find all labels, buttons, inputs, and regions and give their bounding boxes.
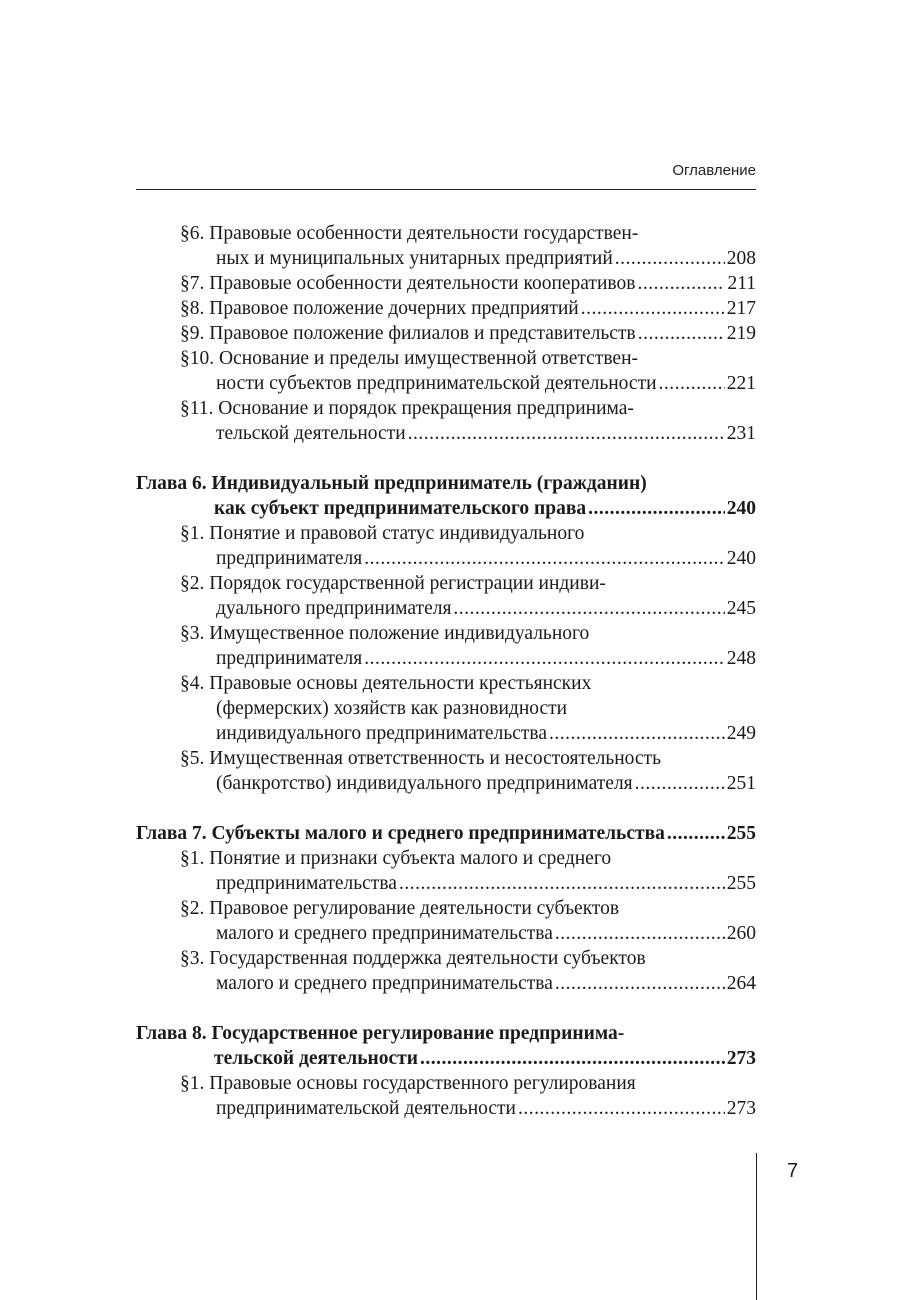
toc-entry-text: Глава 7. Субъекты малого и среднего предпринимательства: [136, 823, 665, 844]
toc-entry-text: индивидуального предпринимательства: [216, 723, 547, 744]
dot-leader: [408, 421, 725, 446]
dot-leader: [588, 496, 725, 521]
toc-entry-text: дуального предпринимателя: [216, 598, 452, 619]
dot-leader: [637, 271, 725, 296]
toc-entry-ch6-s5-line1: §5. Имущественная ответственность и несостоятельность: [180, 748, 661, 769]
dot-leader: [364, 646, 725, 671]
toc-entry-text: предпринимательства: [216, 873, 397, 894]
page-ref: 208: [726, 248, 756, 269]
dot-leader: [549, 721, 725, 746]
toc-entry-text: предпринимателя: [216, 548, 363, 569]
toc-entry-ch7-s3-line1: §3. Государственная поддержка деятельности субъектов: [180, 948, 646, 969]
toc-entry-s10-line2[interactable]: [136, 371, 756, 396]
toc-entry-text: как субъект предпринимательского права: [214, 498, 587, 519]
toc-entry-text: (банкротство) индивидуального предпринимателя: [216, 773, 633, 794]
toc-chapter-6-line1: Глава 6. Индивидуальный предприниматель (гражданин): [136, 473, 647, 494]
page-ref: 264: [726, 973, 756, 994]
toc-entry-s6-line2[interactable]: [136, 246, 756, 271]
dot-leader: [635, 771, 725, 796]
toc-entry-ch6-s2-line1: §2. Порядок государственной регистрации индиви-: [180, 573, 606, 594]
page-ref: 245: [726, 598, 756, 619]
dot-leader: [667, 821, 725, 846]
dot-leader: [420, 1046, 725, 1071]
toc-entry-text: §7. Правовые особенности деятельности кооперативов: [180, 273, 636, 294]
toc-entry-s10-line1: §10. Основание и пределы имущественной ответствен-: [180, 348, 639, 369]
toc-entry-ch6-s4-line3[interactable]: [136, 721, 756, 746]
toc-entry-text: малого и среднего предпринимательства: [216, 923, 553, 944]
toc-entry-s6-line1: §6. Правовые особенности деятельности государствен-: [180, 223, 639, 244]
header-rule: [136, 189, 756, 190]
spacer: [136, 996, 756, 1021]
table-of-contents: [136, 221, 756, 1121]
page-ref: 221: [726, 373, 756, 394]
toc-entry-ch6-s3-line1: §3. Имущественное положение индивидуального: [180, 623, 590, 644]
dot-leader: [453, 596, 724, 621]
toc-entry-ch6-s1-line1: §1. Понятие и правовой статус индивидуального: [180, 523, 585, 544]
toc-entry-s11-line1: §11. Основание и порядок прекращения предпринима-: [180, 398, 634, 419]
toc-entry-text: предпринимателя: [216, 648, 363, 669]
toc-entry-s7[interactable]: [136, 271, 756, 296]
toc-entry-ch6-s1-line2[interactable]: [136, 546, 756, 571]
page-ref: 249: [726, 723, 756, 744]
page-number: 7: [787, 1160, 799, 1182]
toc-entry-ch7-s1-line2[interactable]: [136, 871, 756, 896]
running-title: Оглавление: [672, 162, 756, 179]
page-ref: 211: [727, 273, 756, 294]
dot-leader: [399, 871, 725, 896]
dot-leader: [364, 546, 725, 571]
toc-chapter-7[interactable]: [136, 821, 756, 846]
page-ref: 219: [726, 323, 756, 344]
toc-chapter-8-line1: Глава 8. Государственное регулирование предпринима-: [136, 1023, 625, 1044]
toc-entry-s8[interactable]: [136, 296, 756, 321]
toc-entry-text: малого и среднего предпринимательства: [216, 973, 553, 994]
spacer: [136, 796, 756, 821]
page-ref: 240: [726, 548, 756, 569]
toc-entry-s11-line2[interactable]: [136, 421, 756, 446]
toc-entry-ch8-s1-line2[interactable]: [136, 1096, 756, 1121]
toc-entry-text: ных и муниципальных унитарных предприятий: [216, 248, 613, 269]
toc-entry-text: предпринимательской деятельности: [216, 1098, 516, 1119]
dot-leader: [555, 971, 725, 996]
toc-chapter-8-line2[interactable]: [136, 1046, 756, 1071]
page-ref: 260: [726, 923, 756, 944]
dot-leader: [581, 296, 725, 321]
dot-leader: [638, 321, 725, 346]
toc-entry-text: §9. Правовое положение филиалов и представительств: [180, 323, 636, 344]
toc-entry-text: тельской деятельности: [216, 423, 406, 444]
dot-leader: [659, 371, 725, 396]
margin-rule: [756, 1153, 757, 1300]
toc-entry-text: §8. Правовое положение дочерних предприятий: [180, 298, 579, 319]
toc-entry-ch6-s2-line2[interactable]: [136, 596, 756, 621]
toc-entry-s9[interactable]: [136, 321, 756, 346]
page-ref: 255: [726, 873, 756, 894]
toc-entry-ch7-s1-line1: §1. Понятие и признаки субъекта малого и среднего: [180, 848, 612, 869]
page-ref: 231: [726, 423, 756, 444]
dot-leader: [615, 246, 725, 271]
page-ref: 273: [726, 1048, 756, 1069]
toc-entry-text: тельской деятельности: [214, 1048, 418, 1069]
dot-leader: [555, 921, 725, 946]
toc-entry-ch6-s4-line1: §4. Правовые основы деятельности крестьянских: [180, 673, 592, 694]
toc-chapter-6-line2[interactable]: [136, 496, 756, 521]
page-ref: 248: [726, 648, 756, 669]
toc-entry-ch7-s3-line2[interactable]: [136, 971, 756, 996]
toc-entry-ch8-s1-line1: §1. Правовые основы государственного регулирования: [180, 1073, 636, 1094]
spacer: [136, 446, 756, 471]
toc-entry-ch6-s4-line2: (фермерских) хозяйств как разновидности: [216, 698, 568, 719]
toc-entry-ch7-s2-line2[interactable]: [136, 921, 756, 946]
page-ref: 251: [726, 773, 756, 794]
dot-leader: [518, 1096, 725, 1121]
page-ref: 217: [726, 298, 756, 319]
toc-entry-ch6-s3-line2[interactable]: [136, 646, 756, 671]
toc-entry-text: ности субъектов предпринимательской деятельности: [216, 373, 657, 394]
page-ref: 273: [726, 1098, 756, 1119]
page-ref: 240: [726, 498, 756, 519]
toc-entry-ch7-s2-line1: §2. Правовое регулирование деятельности субъектов: [180, 898, 620, 919]
page-ref: 255: [726, 823, 756, 844]
toc-entry-ch6-s5-line2[interactable]: [136, 771, 756, 796]
